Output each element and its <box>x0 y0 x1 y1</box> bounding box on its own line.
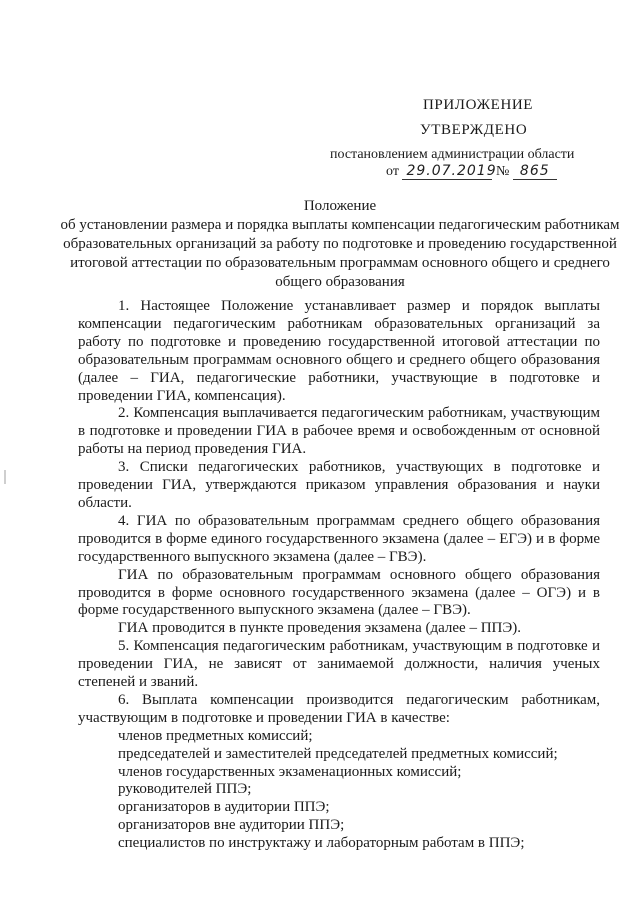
list-item: членов предметных комиссий; <box>118 727 313 744</box>
list-item: председателей и заместителей председателей предметных комиссий; <box>118 745 558 762</box>
handwritten-date: 29.07.2019 <box>402 163 492 180</box>
paragraph: 4. ГИА по образовательным программам среднего общего образования проводится в форме единого государственного экзамена (далее – ЕГЭ) и в форме государственного выпускного экзамена (далее – ГВЭ). <box>78 512 600 565</box>
paragraph: 1. Настоящее Положение устанавливает размер и порядок выплаты компенсации педагогическим работникам образовательных организаций за работу по подготовке и проведению государственной итоговой аттестации по образовательным программам основного общего и среднего общего образования (далее – ГИА, педагогические работники, участвующие в подготовке и проведении ГИА, компенсация). <box>78 298 600 404</box>
list-item: членов государственных экзаменационных комиссий; <box>118 763 462 780</box>
title-subtitle: об установлении размера и порядка выплаты компенсации педагогическим работникам образовательных организаций за работу по подготовке и проведению государственной итоговой аттестации по образовательным программам основного общего и среднего общего образования <box>60 217 620 290</box>
date-prefix: от <box>386 164 399 179</box>
list-item: организаторов в аудитории ППЭ; <box>118 799 330 816</box>
number-prefix: № <box>495 164 510 179</box>
document-title <box>60 197 620 292</box>
paragraph: 3. Списки педагогических работников, участвующих в подготовке и проведении ГИА, утверждаются приказом управления образования и науки области. <box>78 459 600 511</box>
decree-label: постановлением администрации области <box>330 147 575 162</box>
paragraph: 6. Выплата компенсации производится педагогическим работникам, участвующим в подготовке и проведении ГИА в качестве: <box>78 691 600 726</box>
list-item: руководителей ППЭ; <box>118 781 252 798</box>
paragraph: ГИА проводится в пункте проведения экзамена (далее – ППЭ). <box>118 620 522 637</box>
approved-label: УТВЕРЖДЕНО <box>420 122 528 138</box>
decree-date-line <box>386 163 557 180</box>
handwritten-number: 865 <box>513 163 557 180</box>
document-body <box>78 298 600 853</box>
paragraph: ГИА по образовательным программам основного общего образования проводится в форме основного государственного экзамена (далее – ОГЭ) и в форме государственного выпускного экзамена (далее – ГВЭ). <box>78 566 600 619</box>
appendix-label: ПРИЛОЖЕНИЕ <box>423 97 534 113</box>
list-item: специалистов по инструктажу и лабораторным работам в ППЭ; <box>118 835 525 852</box>
list-item: организаторов вне аудитории ППЭ; <box>118 817 345 834</box>
paragraph: 2. Компенсация выплачивается педагогическим работникам, участвующим в подготовке и проведении ГИА в рабочее время и освобожденным от основной работы на период проведения ГИА. <box>78 405 600 458</box>
paragraph: 5. Компенсация педагогическим работникам, участвующим в подготовке и проведении ГИА, не зависят от занимаемой должности, наличия ученых степеней и званий. <box>78 638 600 691</box>
title-main: Положение <box>303 198 377 214</box>
scan-edge-mark <box>4 470 6 484</box>
